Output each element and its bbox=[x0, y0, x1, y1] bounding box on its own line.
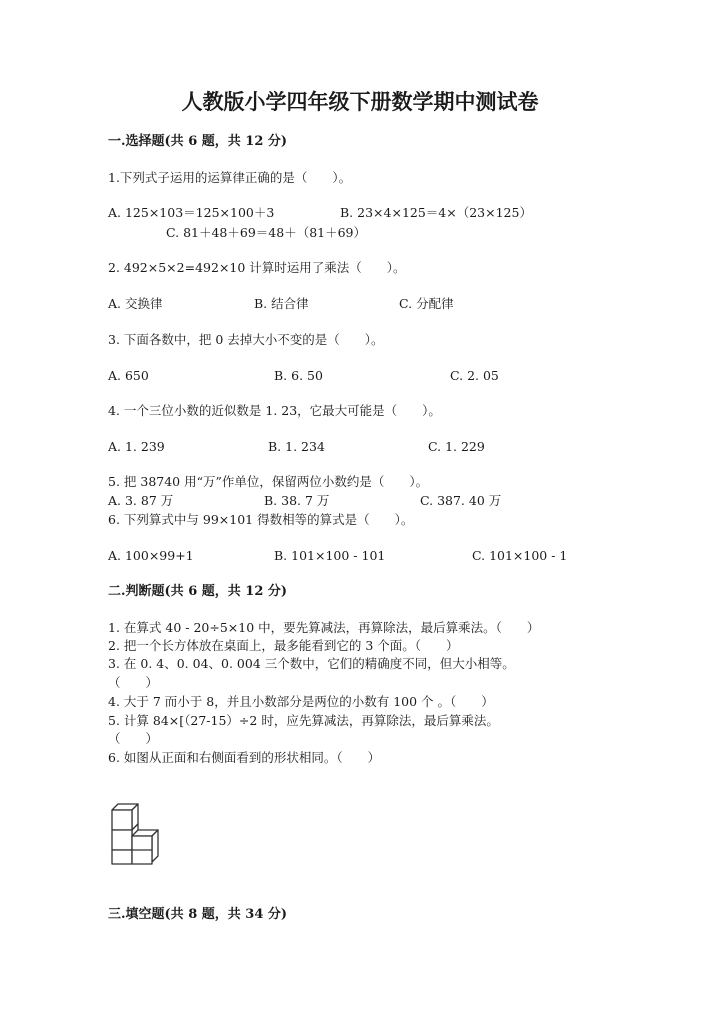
s1-q6-stem: 6. 下列算式中与 99×101 得数相等的算式是（ ）。 bbox=[108, 512, 414, 527]
s1-q1-option-a: A. 125×103＝125×100＋3 bbox=[108, 205, 275, 220]
s1-q6-option-a: A. 100×99+1 bbox=[108, 548, 194, 563]
s2-q4: 4. 大于 7 而小于 8，并且小数部分是两位的小数有 100 个 。（ ） bbox=[108, 694, 494, 709]
s1-q2-option-b: B. 结合律 bbox=[254, 296, 309, 311]
s1-q5-option-c: C. 387. 40 万 bbox=[420, 493, 502, 508]
s1-q3-stem: 3. 下面各数中，把 0 去掉大小不变的是（ ）。 bbox=[108, 332, 384, 347]
s1-q4-option-b: B. 1. 234 bbox=[268, 439, 325, 454]
s1-q6-option-b: B. 101×100 - 101 bbox=[274, 548, 386, 563]
s1-q1-stem: 1.下列式子运用的运算律正确的是（ ）。 bbox=[108, 170, 352, 185]
s1-q2-option-c: C. 分配律 bbox=[399, 296, 454, 311]
s2-q3: 3. 在 0. 4、0. 04、0. 004 三个数中，它们的精确度不同，但大小相等。 bbox=[108, 656, 515, 671]
page-title: 人教版小学四年级下册数学期中测试卷 bbox=[181, 89, 539, 114]
s1-q3-option-b: B. 6. 50 bbox=[274, 368, 323, 383]
s1-q1-option-c: C. 81＋48＋69＝48＋（81＋69） bbox=[166, 225, 367, 240]
s2-q1: 1. 在算式 40 - 20÷5×10 中，要先算减法，再算除法，最后算乘法。（ ） bbox=[108, 620, 540, 635]
s1-q1-option-b: B. 23×4×125＝4×（23×125） bbox=[340, 205, 532, 220]
cube-stack-figure bbox=[108, 800, 168, 866]
s1-q2-stem: 2. 492×5×2=492×10 计算时运用了乘法（ ）。 bbox=[108, 260, 406, 275]
s1-q6-option-c: C. 101×100 - 1 bbox=[472, 548, 568, 563]
s2-q6: 6. 如图从正面和右侧面看到的形状相同。（ ） bbox=[108, 750, 381, 765]
s1-q2-option-a: A. 交换律 bbox=[108, 296, 163, 311]
s2-q5: 5. 计算 84×[（27-15）÷2 时，应先算减法，再算除法，最后算乘法。 bbox=[108, 713, 499, 728]
s2-q3-blank: （ ） bbox=[108, 675, 159, 690]
s1-q5-option-a: A. 3. 87 万 bbox=[108, 493, 174, 508]
section-2-heading: 二.判断题(共 6 题，共 12 分) bbox=[108, 584, 288, 599]
s1-q5-stem: 5. 把 38740 用“万”作单位，保留两位小数约是（ ）。 bbox=[108, 474, 429, 489]
s1-q5-option-b: B. 38. 7 万 bbox=[264, 493, 330, 508]
s1-q3-option-c: C. 2. 05 bbox=[450, 368, 499, 383]
s2-q5-blank: （ ） bbox=[108, 731, 159, 746]
section-3-heading: 三.填空题(共 8 题，共 34 分) bbox=[108, 907, 288, 922]
s1-q4-option-c: C. 1. 229 bbox=[428, 439, 485, 454]
s1-q4-option-a: A. 1. 239 bbox=[108, 439, 165, 454]
s2-q2: 2. 把一个长方体放在桌面上，最多能看到它的 3 个面。（ ） bbox=[108, 638, 459, 653]
section-1-heading: 一.选择题(共 6 题，共 12 分) bbox=[108, 134, 288, 149]
s1-q3-option-a: A. 650 bbox=[108, 368, 149, 383]
s1-q4-stem: 4. 一个三位小数的近似数是 1. 23，它最大可能是（ ）。 bbox=[108, 403, 441, 418]
